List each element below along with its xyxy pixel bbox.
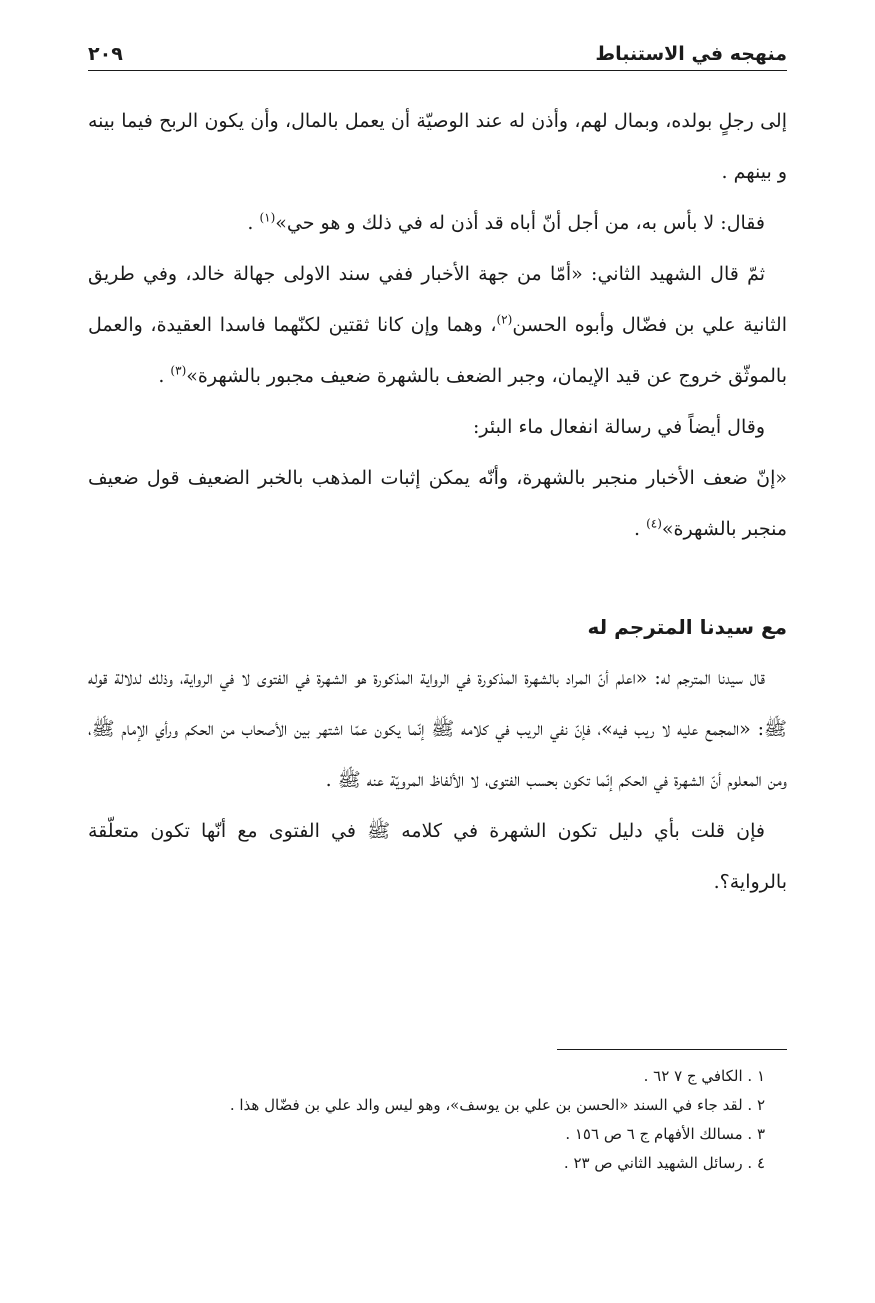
paragraph-2 (88, 198, 787, 249)
paragraph-2-end: . (247, 212, 260, 234)
footnote-ref-3[interactable]: (٣) (170, 363, 187, 378)
paragraph-4: وقال أيضاً في رسالة انفعال ماء البئر: (473, 416, 765, 438)
paragraph-5-end: . (634, 518, 647, 540)
footnote-list (88, 1062, 787, 1178)
footnote-ref-2[interactable]: (٢) (496, 312, 513, 327)
footnote-ref-1[interactable]: (١) (259, 210, 276, 225)
paragraph-5-quote (88, 453, 787, 555)
section-heading: مع سيدنا المترجم له (587, 615, 787, 639)
running-header (88, 36, 787, 71)
paragraph-7: فإن قلت بأي دليل تكون الشهرة في كلامه ﷺ في الفتوى مع أنّها تكون متعلّقة بالرواية؟. (88, 820, 787, 893)
paragraph-3-text-b: ، وهما وإن كانا ثقتين لكنّهما فاسدا العقيدة، والعمل بالموثّق خروج عن قيد الإيمان، وجبر الضعف بالشهرة ضعيف مجبور بالشهرة» (88, 314, 787, 387)
book-page (88, 0, 787, 1303)
footnote-1: ١ . الكافي ج ٧ ٦٢ . (643, 1067, 765, 1085)
page-number: ٢٠٩ (88, 43, 123, 65)
paragraph-6: قال سيدنا المترجم له: «اعلم أنّ المراد بالشهرة المذكورة في الرواية المذكورة هو الشهرة في الفتوى لا في الرواية، وذلك لدلالة قوله ﷺ: «المجمع عليه لا ريب فيه»، فإنّ نفي الريب في كلامه ﷺ إنّما يكون عمّا اشتهر بين الأصحاب من الحكم ورأي الإمام ﷺ، ومن المعلوم أنّ الشهرة في الحكم إنّما تكون بحسب الفتوى، لا الألفاظ المرويّة عنه ﷺ . (88, 667, 787, 791)
body-text (88, 96, 787, 908)
running-title: منهجه في الاستنباط (595, 43, 787, 65)
footnote-rule (557, 1049, 787, 1050)
paragraph-5-text: «إنّ ضعف الأخبار منجبر بالشهرة، وأنّه يمكن إثبات المذهب بالخبر الضعيف قول ضعيف منجبر بالشهرة» (88, 467, 787, 540)
footnote-4: ٤ . رسائل الشهيد الثاني ص ٢٣ . (563, 1154, 765, 1172)
footnotes (88, 1049, 787, 1178)
footnote-3: ٣ . مسالك الأفهام ج ٦ ص ١٥٦ . (565, 1125, 765, 1143)
paragraph-3 (88, 249, 787, 402)
footnote-2: ٢ . لقد جاء في السند «الحسن بن علي بن يوسف»، وهو ليس والد علي بن فضّال هذا . (229, 1096, 765, 1114)
paragraph-3-text-a: ثمّ قال الشهيد الثاني: «أمّا من جهة الأخبار ففي سند الاولى جهالة خالد، وفي طريق الثانية علي بن فضّال وأبوه الحسن (88, 263, 787, 336)
paragraph-1: إلى رجلٍ بولده، وبمال لهم، وأذن له عند الوصيّة أن يعمل بالمال، وأن يكون الربح فيما بينه و بينهم . (88, 110, 787, 183)
footnote-ref-4[interactable]: (٤) (646, 516, 662, 531)
paragraph-3-end: . (158, 365, 171, 387)
paragraph-2-text: فقال: لا بأس به، من أجل أنّ أباه قد أذن له في ذلك و هو حي» (275, 212, 765, 234)
